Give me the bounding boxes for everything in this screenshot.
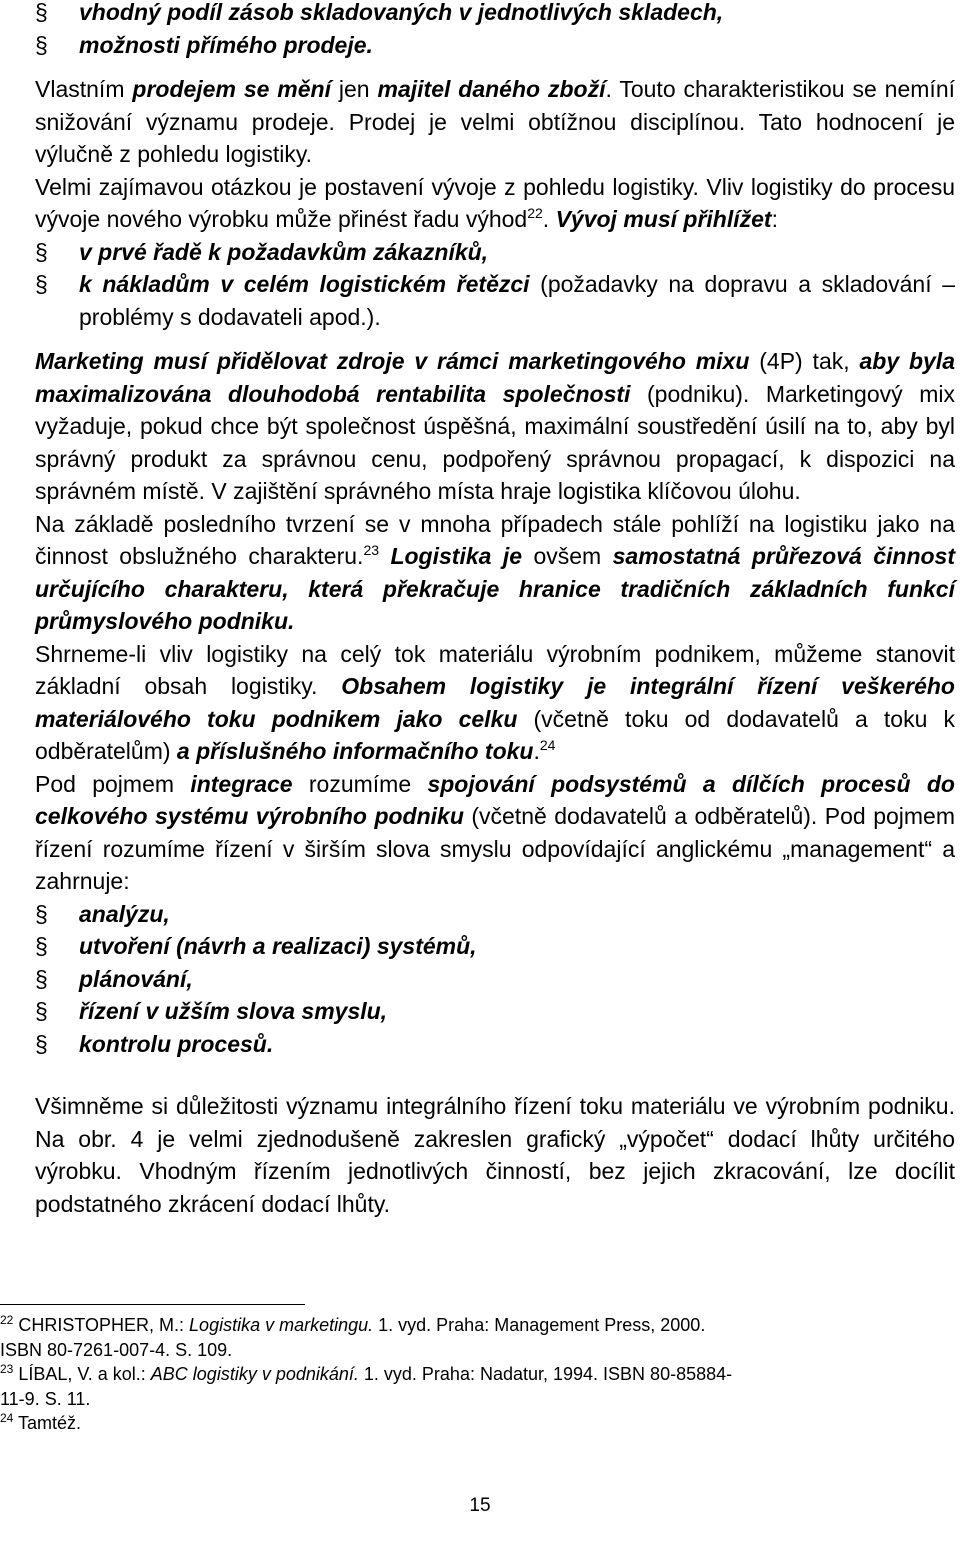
footnotes <box>0 1313 960 1436</box>
bullet-icon: § <box>35 271 48 297</box>
list-item: § plánování, <box>35 963 955 996</box>
paragraph-development: Velmi zajímavou otázkou je postavení vývoje z pohledu logistiky. Vliv logistiky do procesu vývoje nového výrobku může přinést řadu výhod$^{22}$. Vývoj musí přihlížet: <box>35 173 955 232</box>
paragraph-integration: Pod pojmem integrace rozumíme spojování podsystémů a dílčích procesů do celkového systému výrobního podniku (včetně dodavatelů a odběratelů). Pod pojmem řízení rozumíme řízení v širším slova smyslu odpovídající anglickému „management“ a zahrnuje: <box>35 770 955 894</box>
list-item: § vhodný podíl zásob skladovaných v jednotlivých skladech, <box>35 0 955 29</box>
footnote: $^{22}$ CHRISTOPHER, M.: Logistika v marketingu. 1. vyd. Praha: Management Press, 2000. <box>0 1313 706 1335</box>
footnote-continuation: 11-9. S. 11. <box>0 1388 91 1409</box>
bullet-icon: § <box>35 900 48 927</box>
footnote-ref: 24 <box>539 737 556 753</box>
list-item: § analýzu, <box>35 898 955 931</box>
list-item: § k nákladům v celém logistickém řetězci (požadavky na dopravu a skladování – problémy s dodavateli apod.). <box>35 268 955 333</box>
footnote-ref: 23 <box>363 542 380 558</box>
footnote: $^{23}$ LÍBAL, V. a kol.: ABC logistiky v podnikání. 1. vyd. Praha: Nadatur, 1994. ISBN 80-85884- <box>0 1362 733 1384</box>
bullet-icon: § <box>35 1030 48 1057</box>
paragraph-lead-time: Všimněme si důležitosti významu integrálního řízení toku materiálu ve výrobním podniku. Na obr. 4 je velmi zjednodušeně zakreslen grafický „výpočet“ dodací lhůty určitého výrobku. Vhodným řízením jednotlivých činností, bez jejich zkracování, lze docílit podstatného zkrácení dodací lhůty. <box>35 1093 955 1217</box>
bullet-icon: § <box>35 933 48 959</box>
bullet-icon: § <box>35 31 48 58</box>
paragraph-logistics: Na základě posledního tvrzení se v mnoha případech stále pohlíží na logistiku jako na činnost obslužného charakteru.$^{23}$ Logistika je ovšem samostatná průřezová činnost určujícího charakteru, která překračuje hranice tradičních základních funkcí průmyslového podniku. <box>35 510 956 634</box>
list-item: § možnosti přímého prodeje. <box>35 29 955 62</box>
body-text <box>35 0 955 1220</box>
footnote-ref: 22 <box>527 205 543 221</box>
paragraph-sales: Vlastním prodejem se mění jen majitel daného zboží. Touto charakteristikou se nemíní snižování významu prodeje. Prodej je velmi obtížnou disciplínou. Tato hodnocení je výlučně z pohledu logistiky. <box>35 76 955 167</box>
list-item: § v prvé řadě k požadavkům zákazníků, <box>35 236 955 269</box>
bullet-icon: § <box>35 238 48 265</box>
page-number: 15 <box>469 1495 491 1516</box>
list-item: § utvoření (návrh a realizaci) systémů, <box>35 930 955 963</box>
bullet-icon: § <box>35 965 48 992</box>
footnote-continuation: ISBN 80-7261-007-4. S. 109. <box>0 1339 233 1360</box>
footnote-separator <box>0 1304 305 1305</box>
bullet-icon: § <box>35 998 48 1024</box>
paragraph-summary: Shrneme-li vliv logistiky na celý tok materiálu výrobním podnikem, můžeme stanovit základní obsah logistiky. Obsahem logistiky je integrální řízení veškerého materiálového toku podnikem jako celku (včetně toku od dodavatelů a toku k odběratelům) a příslušného informačního toku.$^{24}$ <box>35 640 955 764</box>
list-item: § kontrolu procesů. <box>35 1028 955 1061</box>
list-item: § řízení v užším slova smyslu, <box>35 995 955 1028</box>
paragraph-marketing: Marketing musí přidělovat zdroje v rámci marketingového mixu (4P) tak, aby byla maximalizována dlouhodobá rentabilita společnosti (podniku). Marketingový mix vyžaduje, pokud chce být společnost úspěšná, maximální soustředění úsilí na to, aby byl správný produkt za správnou cenu, podpořený správnou propagací, k dispozici na správném místě. V zajištění správného místa hraje logistika klíčovou úlohu. <box>35 348 955 504</box>
footnote: $^{24}$ Tamtéž. <box>0 1411 82 1433</box>
bullet-icon: § <box>35 0 48 25</box>
